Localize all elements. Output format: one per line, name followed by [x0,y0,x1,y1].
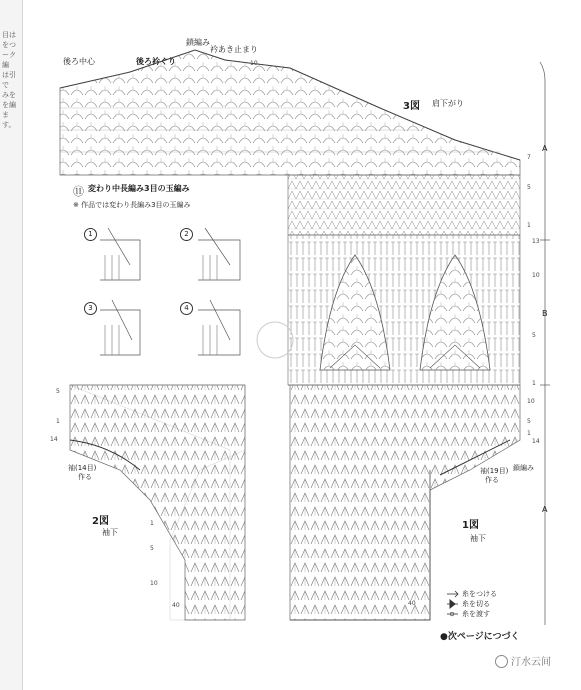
row-number: 13 [532,238,540,245]
step-marker: 2 [180,228,193,241]
row-number: 5 [527,184,531,191]
row-number: 14 [50,436,58,443]
row-number: 10 [532,272,540,279]
margin-text-line: で [2,81,9,89]
label-chain-right: 鎖編み [513,464,534,472]
margin-text-line: 編 [2,61,9,69]
watermark-logo-icon [257,322,293,358]
stitch-step-illustrations [100,228,240,355]
row-number: 1 [527,222,531,229]
legend-symbols [447,591,458,616]
margin-text-line: 目は [2,31,16,39]
fig1-number: 1図 [462,520,479,531]
stitch-note-text: ※ 作品では変わり長編み3目の玉編み [73,201,191,209]
row-number: 5 [527,418,531,425]
margin-text-line: をつ [2,41,16,49]
fig1-body [288,175,520,620]
row-number: 5 [56,388,60,395]
row-number: 5 [150,545,154,552]
continued-next-page: ●次ページにつづく [440,632,520,642]
chat-bubble-icon [495,655,508,668]
fig1-title: 袖下 [470,534,486,543]
row-number: 5 [532,332,536,339]
step-marker: 4 [180,302,193,315]
fig2-number: 2図 [92,516,109,527]
label-back-center: 後ろ中心 [63,57,95,66]
stitch-symbol-icon: ⑪ [73,185,84,198]
stitch-note-title: 変わり中長編み3目の玉編み [88,184,190,193]
row-number: 1 [532,380,536,387]
label-chain: 鎖編み [186,38,210,47]
row-number: 10 [150,580,158,587]
label-back-neck: 後ろ衿ぐり [136,57,176,66]
label-increase-left-2: 作る [78,473,92,481]
row-number: 14 [532,438,540,445]
row-number: 1 [56,418,60,425]
label-increase-right-2: 作る [485,476,499,484]
fig3-yoke [60,50,520,175]
label-stop-point: 衿あき止まり [210,45,258,54]
row-number: 40 [172,602,180,609]
step-marker: 3 [84,302,97,315]
fig2-title: 袖下 [102,528,118,537]
label-increase-left: 袖(14目) [68,464,97,472]
margin-text-line: みを [2,91,16,99]
margin-text-line: は引 [2,71,16,79]
watermark-text: 汀水云间 [511,656,551,668]
row-number: 7 [527,154,531,161]
margin-text-line: ーク [2,51,16,59]
row-number: 1 [527,430,531,437]
legend-attach: 糸をつける [462,590,497,598]
legend-pass: 糸を渡す [462,610,490,618]
row-number: 10 [527,398,535,405]
margin-text-line: を編 [2,101,16,109]
row-number: 1 [150,520,154,527]
fig3-title: 肩下がり [432,99,464,108]
row-number: 40 [408,600,416,607]
watermark [495,653,551,669]
margin-text-line: ます。 [2,111,16,129]
section-marker-a: A [542,505,548,514]
section-marker-b: B [542,309,548,318]
step-marker: 1 [84,228,97,241]
section-marker-a: A [542,144,548,153]
legend-cut: 糸を切る [462,600,490,608]
fig3-number: 3図 [403,101,420,112]
row-number: 10 [250,60,258,67]
label-increase-right: 袖(19目) [480,467,509,475]
